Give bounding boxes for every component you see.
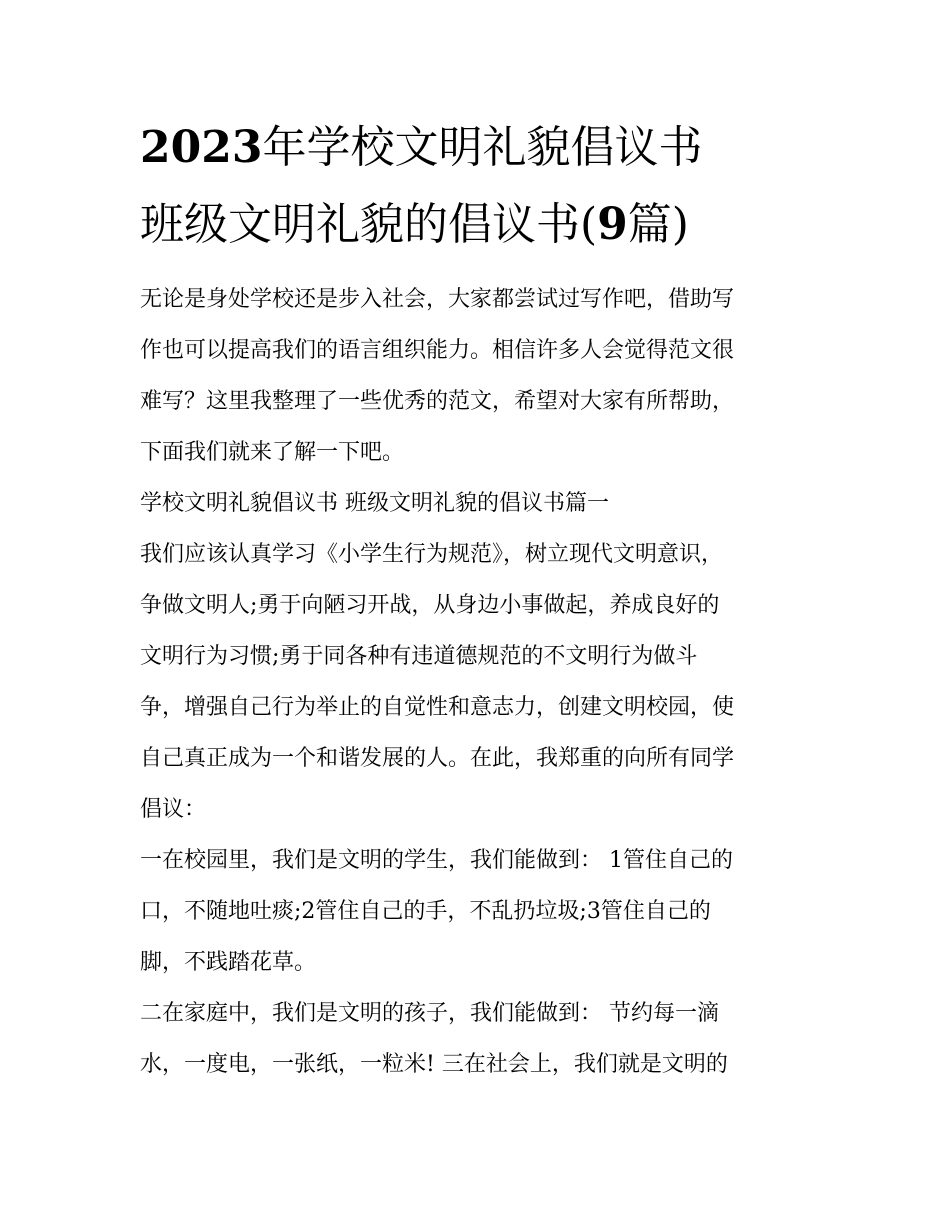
paragraph-line-15: 二在家庭中，我们是文明的孩子，我们能做到： 节约每一滴	[140, 1001, 719, 1026]
document-title-line-2	[140, 199, 820, 251]
title-line-2-end: 篇)	[627, 199, 689, 250]
paragraph-line-12: 一在校园里，我们是文明的学生，我们能做到： 1管住自己的	[140, 848, 733, 873]
paragraph-line-11: 倡议：	[140, 797, 207, 822]
paragraph-line-16: 水，一度电，一张纸，一粒米! 三在社会上，我们就是文明的	[140, 1052, 728, 1077]
paragraph-line-14: 脚，不践踏花草。	[140, 950, 317, 975]
paragraph-line-8: 文明行为习惯;勇于同各种有违道德规范的不文明行为做斗	[140, 644, 698, 669]
paragraph-line-7: 争做文明人;勇于向陋习开战，从身边小事做起，养成良好的	[140, 593, 720, 618]
paragraph-line-6: 我们应该认真学习《小学生行为规范》，树立现代文明意识，	[140, 542, 724, 567]
paragraph-line-10: 自己真正成为一个和谐发展的人。在此，我郑重的向所有同学	[140, 746, 735, 771]
title-line-2-start: 班级文明礼貌的倡议书(	[140, 199, 598, 250]
title-rest: 年学校文明礼貌倡议书	[262, 122, 703, 173]
paragraph-line-1: 无论是身处学校还是步入社会，大家都尝试过写作吧，借助写	[140, 287, 735, 312]
paragraph-line-9: 争，增强自己行为举止的自觉性和意志力，创建文明校园，使	[140, 695, 735, 720]
section-heading: 学校文明礼貌倡议书 班级文明礼貌的倡议书篇一	[140, 491, 609, 516]
paragraph-line-4: 下面我们就来了解一下吧。	[140, 440, 405, 465]
paragraph-line-2: 作也可以提高我们的语言组织能力。相信许多人会觉得范文很	[140, 338, 735, 363]
paragraph-line-3: 难写？这里我整理了一些优秀的范文，希望对大家有所帮助，	[140, 389, 735, 414]
document-title-line-1	[140, 122, 820, 174]
title-year: 2023	[140, 122, 263, 173]
title-count: 9	[597, 199, 628, 250]
paragraph-line-13: 口，不随地吐痰;2管住自己的手，不乱扔垃圾;3管住自己的	[140, 899, 711, 924]
